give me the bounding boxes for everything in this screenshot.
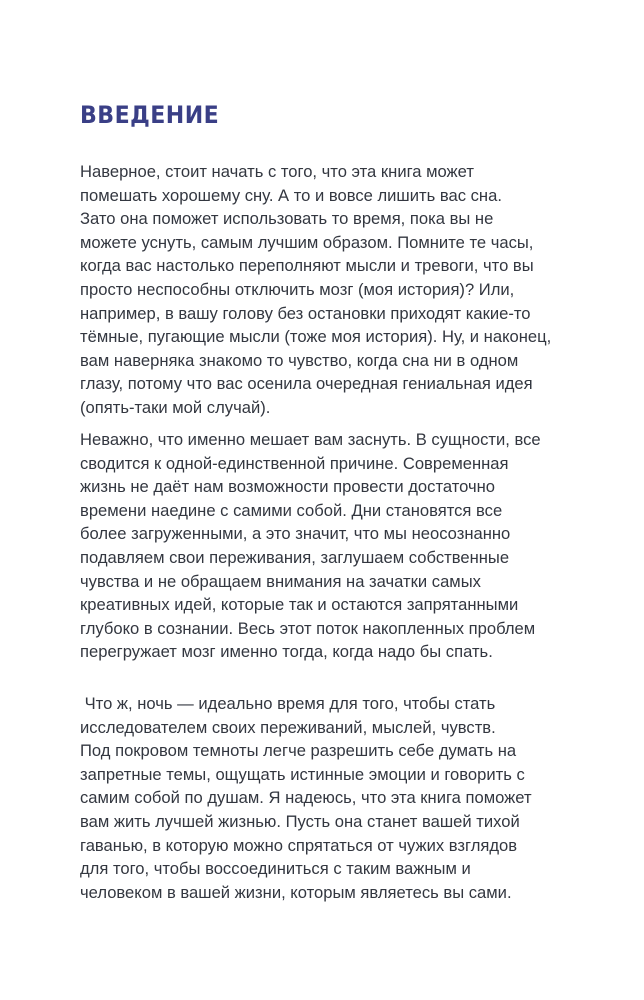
text-line: Неважно, что именно мешает вам заснуть. В сущности, все xyxy=(80,430,541,449)
text-line: Под покровом темноты легче разрешить себе думать на xyxy=(80,741,517,761)
text-line: глубоко в сознании. Весь этот поток накопленных проблем xyxy=(80,618,536,638)
text-line: более загруженными, а это значит, что мы неосознанно xyxy=(80,524,511,544)
text-line: перегружает мозг именно тогда, когда надо бы спать. xyxy=(80,642,493,662)
text-line: глазу, потому что вас осенила очередная гениальная идея xyxy=(80,374,533,394)
text-line: (опять-таки мой случай). xyxy=(80,397,271,417)
text-line: чувства и не обращаем внимания на зачатки самых xyxy=(80,571,481,591)
text-line: вам наверняка знакомо то чувство, когда сна ни в одном xyxy=(80,350,519,370)
text-line: помешать хорошему сну. А то и вовсе лишить вас сна. xyxy=(80,185,502,205)
text-line: тёмные, пугающие мысли (тоже моя история). Ну, и наконец, xyxy=(80,327,552,347)
text-line: для того, чтобы воссоединиться с таким важным и xyxy=(80,859,471,879)
text-line: Наверное, стоит начать с того, что эта книга может xyxy=(80,162,474,181)
chapter-heading: ВВЕДЕНИЕ xyxy=(80,101,220,129)
text-line: исследователем своих переживаний, мыслей, чувств. xyxy=(80,717,496,737)
text-line: времени наедине с самими собой. Дни становятся все xyxy=(80,500,503,520)
text-line: можете уснуть, самым лучшим образом. Помните те часы, xyxy=(80,232,534,252)
paragraph-1 xyxy=(80,160,551,420)
text-line: подавляем свои переживания, заглушаем собственные xyxy=(80,547,510,567)
text-line: жизнь не даёт нам возможности провести достаточно xyxy=(80,477,496,497)
paragraph-3 xyxy=(80,692,532,904)
paragraph-2 xyxy=(80,428,541,664)
text-line: самим собой по душам. Я надеюсь, что эта книга поможет xyxy=(80,788,532,808)
text-line: например, в вашу голову без остановки приходят какие-то xyxy=(80,303,531,323)
text-line: просто неспособны отключить мозг (моя история)? Или, xyxy=(80,279,515,299)
text-line: креативных идей, которые так и остаются запрятанными xyxy=(80,595,519,615)
text-line: Зато она поможет использовать то время, пока вы не xyxy=(80,209,494,229)
text-line: запретные темы, ощущать истинные эмоции и говорить с xyxy=(80,764,525,784)
text-line: вам жить лучшей жизнью. Пусть она станет вашей тихой xyxy=(80,811,520,831)
text-line: Что ж, ночь — идеально время для того, чтобы стать xyxy=(80,694,496,713)
text-line: когда вас настолько переполняют мысли и тревоги, что вы xyxy=(80,256,534,276)
text-line: гаванью, в которую можно спрятаться от чужих взглядов xyxy=(80,835,518,855)
text-line: сводится к одной-единственной причине. Современная xyxy=(80,453,509,473)
text-line: человеком в вашей жизни, которым являетесь вы сами. xyxy=(80,882,512,902)
